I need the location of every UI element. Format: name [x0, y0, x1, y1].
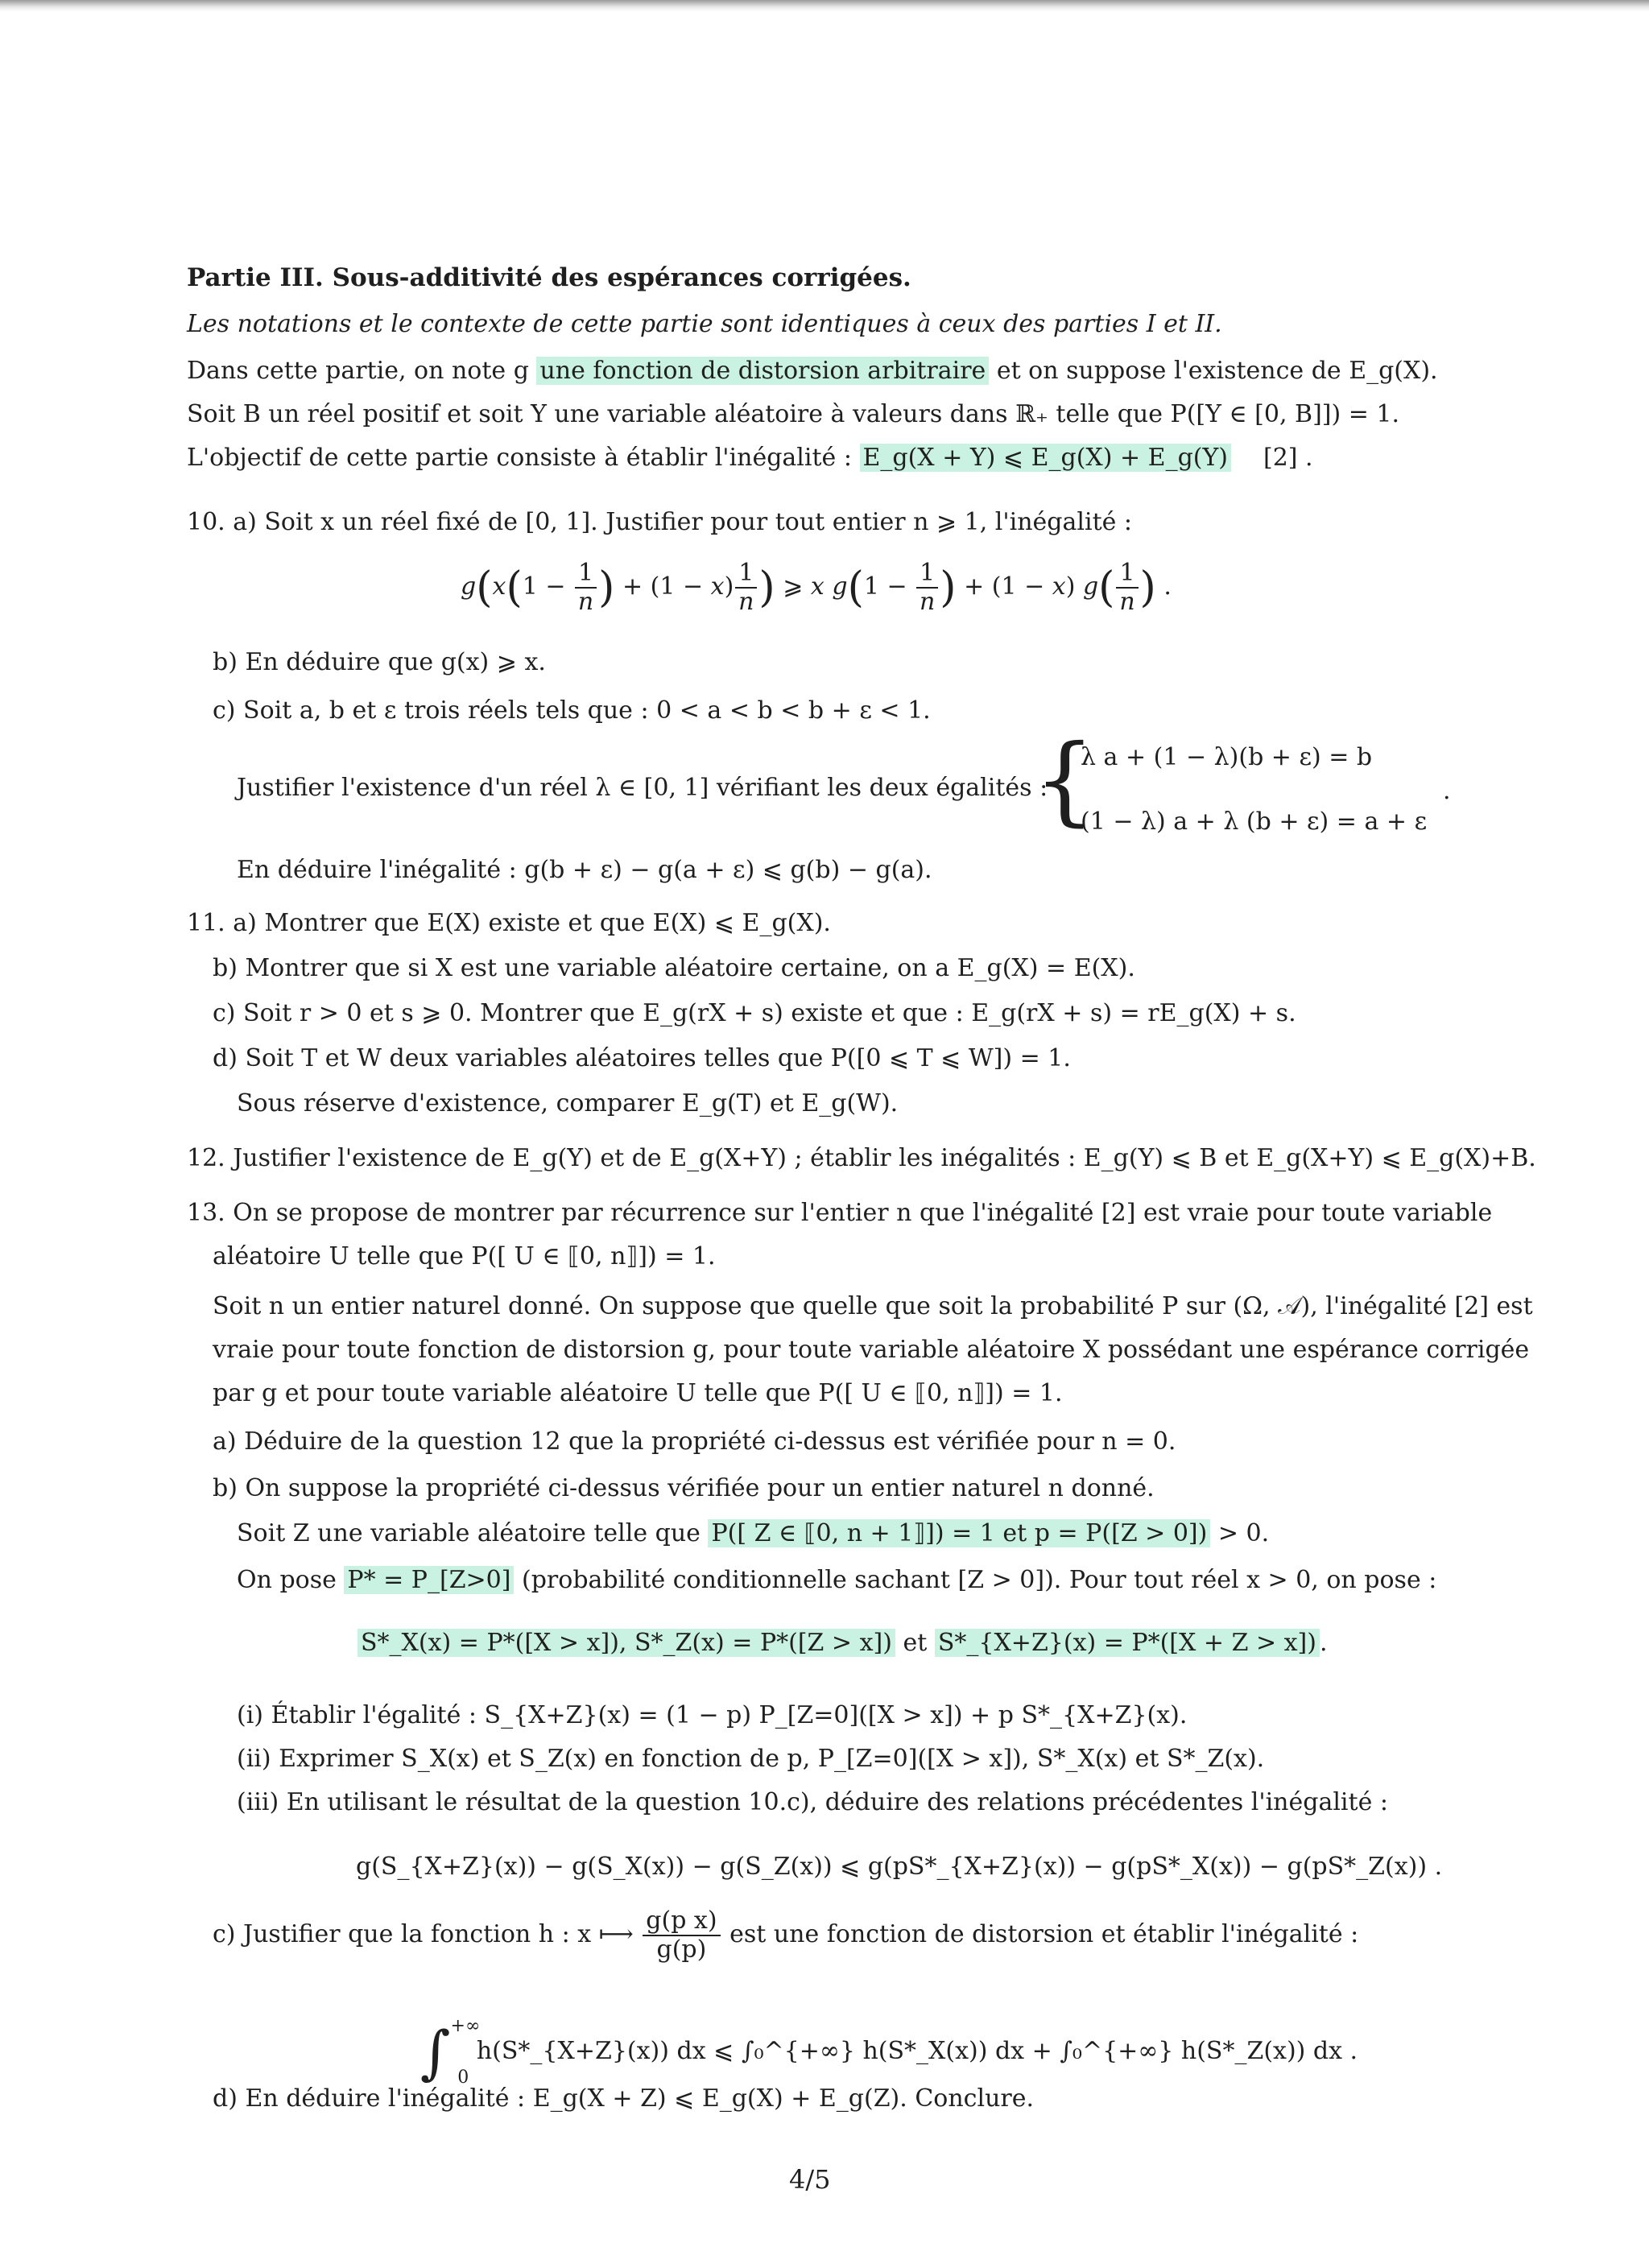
question-10c-justify: Justifier l'existence d'un réel λ ∈ [0, 1] vérifiant les deux égalités : [237, 774, 1048, 802]
section-title: Partie III. Sous-additivité des espérances corrigées. [187, 263, 911, 292]
question-11b: b) Montrer que si X est une variable aléatoire certaine, on a E_g(X) = E(X). [213, 954, 1135, 982]
highlight: P* = P_[Z>0] [344, 1566, 514, 1594]
question-10c: c) Soit a, b et ε trois réels tels que : 0 < a < b < b + ε < 1. [213, 696, 931, 725]
question-13-line-5: par g et pour toute variable aléatoire U telle que P([ U ∈ ⟦0, n⟧]) = 1. [213, 1379, 1063, 1407]
question-10c-deduce: En déduire l'inégalité : g(b + ε) − g(a + ε) ⩽ g(b) − g(a). [237, 856, 932, 884]
question-13-line-2: aléatoire U telle que P([ U ∈ ⟦0, n⟧]) = 1. [213, 1242, 716, 1270]
question-11c: c) Soit r > 0 et s ⩾ 0. Montrer que E_g(rX + s) existe et que : E_g(rX + s) = rE_g(X) + s. [213, 999, 1296, 1027]
equation-10a: g(x(1 − $\frac{1}{n}$ ) + (1 − x) $\frac{1}{n}$ ) ⩾ x g(1 − $\frac{1}{n}$ ) + (1 − x) g( $\frac{1}{n}$ ) . [461, 559, 1172, 616]
question-12: 12. Justifier l'existence de E_g(Y) et de E_g(X+Y) ; établir les inégalités : E_g(Y) ⩽ B et E_g(X+Y) ⩽ E_g(X)+B. [187, 1144, 1536, 1172]
intro-line-3: L'objectif de cette partie consiste à établir l'inégalité : E_g(X + Y) ⩽ E_g(X) + E_g(Y) [2] . [187, 444, 1313, 472]
question-13-line-4: vraie pour toute fonction de distorsion g, pour toute variable aléatoire X possédant une espérance corrigée [213, 1336, 1530, 1364]
intro-line-2: Soit B un réel positif et soit Y une variable aléatoire à valeurs dans ℝ₊ telle que P([Y ∈ [0, B]]) = 1. [187, 400, 1400, 428]
question-13b-z: Soit Z une variable aléatoire telle que P([ Z ∈ ⟦0, n + 1⟧]) = 1 et p = P([Z > 0]) > 0. [237, 1519, 1270, 1547]
question-11d: d) Soit T et W deux variables aléatoires telles que P([0 ⩽ T ⩽ W]) = 1. [213, 1044, 1071, 1072]
scan-top-edge [0, 0, 1649, 11]
question-13-line-1: 13. On se propose de montrer par récurrence sur l'entier n que l'inégalité [2] est vraie pour toute variable [187, 1199, 1493, 1227]
question-13a: a) Déduire de la question 12 que la propriété ci-dessus est vérifiée pour n = 0. [213, 1427, 1176, 1456]
equation-13c: $\int^{+\infty}_0$ h(S*_{X+Z}(x)) dx ⩽ ∫₀^{+∞} h(S*_X(x)) dx + ∫₀^{+∞} h(S*_Z(x)) dx . [420, 2016, 1358, 2088]
question-13b-ii: (ii) Exprimer S_X(x) et S_Z(x) en fonction de p, P_[Z=0]([X > x]), S*_X(x) et S*_Z(x). [237, 1745, 1265, 1773]
highlight: S*_{X+Z}(x) = P*([X + Z > x]) [935, 1629, 1320, 1657]
highlight: E_g(X + Y) ⩽ E_g(X) + E_g(Y) [860, 444, 1232, 472]
highlight: S*_X(x) = P*([X > x]), S*_Z(x) = P*([Z > x]) [357, 1629, 895, 1657]
highlight: une fonction de distorsion arbitraire [536, 357, 989, 385]
system-equation-1: λ a + (1 − λ)(b + ε) = b [1081, 743, 1373, 771]
highlight: P([ Z ∈ ⟦0, n + 1⟧]) = 1 et p = P([Z > 0]) [708, 1519, 1210, 1547]
question-11d-compare: Sous réserve d'existence, comparer E_g(T) et E_g(W). [237, 1089, 899, 1117]
question-13c: c) Justifier que la fonction h : x ⟼ $\frac{\text{g(p x)}}{g(p)}$ est une fonction de distorsion et établir l'inégalité : [213, 1907, 1359, 1964]
equation-13b-iii: g(S_{X+Z}(x)) − g(S_X(x)) − g(S_Z(x)) ⩽ g(pS*_{X+Z}(x)) − g(pS*_X(x)) − g(pS*_Z(x)) . [356, 1853, 1443, 1881]
survival-definitions: S*_X(x) = P*([X > x]), S*_Z(x) = P*([Z > x]) et S*_{X+Z}(x) = P*([X + Z > x]) . [357, 1621, 1328, 1665]
question-13b-pose: On pose P* = P_[Z>0] (probabilité conditionnelle sachant [Z > 0]). Pour tout réel x > 0, on pose : [237, 1566, 1437, 1594]
question-13b-i: (i) Établir l'égalité : S_{X+Z}(x) = (1 − p) P_[Z=0]([X > x]) + p S*_{X+Z}(x). [237, 1701, 1188, 1729]
system-equation-2: (1 − λ) a + λ (b + ε) = a + ε [1081, 808, 1428, 836]
h-fraction: $\frac{\text{g(p x)}}{g(p)}$ [643, 1907, 720, 1964]
integral-sign: ∫ [420, 2018, 451, 2086]
system-brace: { [1034, 725, 1096, 837]
question-10b: b) En déduire que g(x) ⩾ x. [213, 648, 546, 676]
question-13d: d) En déduire l'inégalité : E_g(X + Z) ⩽ E_g(X) + E_g(Z). Conclure. [213, 2084, 1035, 2113]
question-11a: 11. a) Montrer que E(X) existe et que E(X) ⩽ E_g(X). [187, 909, 831, 937]
question-13-line-3: Soit n un entier naturel donné. On suppose que quelle que soit la probabilité P sur (Ω, 𝒜), l'inégalité [2] est [213, 1292, 1533, 1320]
question-13b: b) On suppose la propriété ci-dessus vérifiée pour un entier naturel n donné. [213, 1474, 1155, 1502]
system-period: . [1443, 777, 1451, 805]
page-number: 4/5 [789, 2164, 831, 2195]
intro-line-1: Dans cette partie, on note g une fonction de distorsion arbitraire et on suppose l'existence de E_g(X). [187, 357, 1438, 385]
intro-italic: Les notations et le contexte de cette partie sont identiques à ceux des parties I et II. [187, 310, 1222, 338]
question-10a: 10. a) Soit x un réel fixé de [0, 1]. Justifier pour tout entier n ⩾ 1, l'inégalité : [187, 508, 1133, 536]
question-13b-iii: (iii) En utilisant le résultat de la question 10.c), déduire des relations précédentes l'inégalité : [237, 1788, 1388, 1816]
